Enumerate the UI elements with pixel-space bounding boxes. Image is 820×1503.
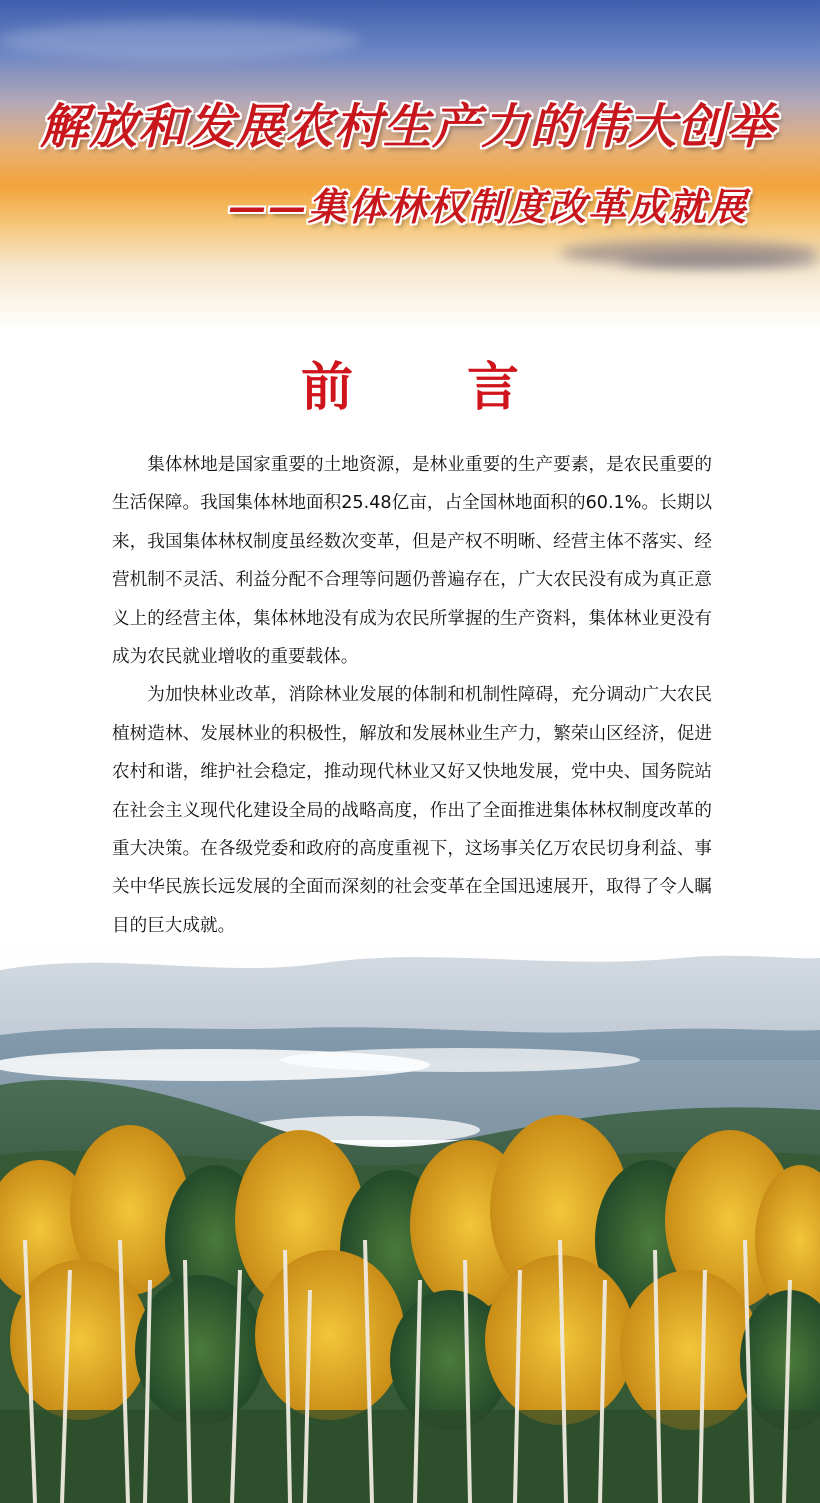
- section-heading: 前 言: [300, 358, 568, 418]
- exhibition-subtitle: ——集体林权制度改革成就展: [228, 184, 749, 229]
- sky-cloud: [0, 20, 360, 60]
- sky-cloud: [620, 255, 820, 269]
- exhibition-title: 解放和发展农村生产力的伟大创举: [40, 99, 776, 155]
- paragraph: 集体林地是国家重要的土地资源，是林业重要的生产要素，是农民重要的生活保障。我国集体林地面积25.48亿亩，占全国林地面积的60.1%。长期以来，我国集体林权制度虽经数次变革，但是产权不明晰、经营主体不落实、经营机制不灵活、利益分配不合理等问题仍普遍存在，广大农民没有成为真正意义上的经营主体，集体林地没有成为农民所掌握的生产资料，集体林业更没有成为农民就业增收的重要载体。: [112, 455, 712, 668]
- sunset-sky-background: [0, 0, 820, 340]
- paragraph: 为加快林业改革，消除林业发展的体制和机制性障碍，充分调动广大农民植树造林、发展林业的积极性，解放和发展林业生产力，繁荣山区经济，促进农村和谐，维护社会稳定，推动现代林业又好又快地发展，党中央、国务院站在社会主义现代化建设全局的战略高度，作出了全面推进集体林权制度改革的重大决策。在各级党委和政府的高度重视下，这场事关亿万农民切身利益、事关中华民族长远发展的全面而深刻的社会变革在全国迅速展开，取得了令人瞩目的巨大成就。: [112, 685, 712, 936]
- autumn-trees: [0, 1115, 820, 1503]
- forest-landscape-image: [0, 940, 820, 1503]
- foreword-text: [112, 446, 712, 945]
